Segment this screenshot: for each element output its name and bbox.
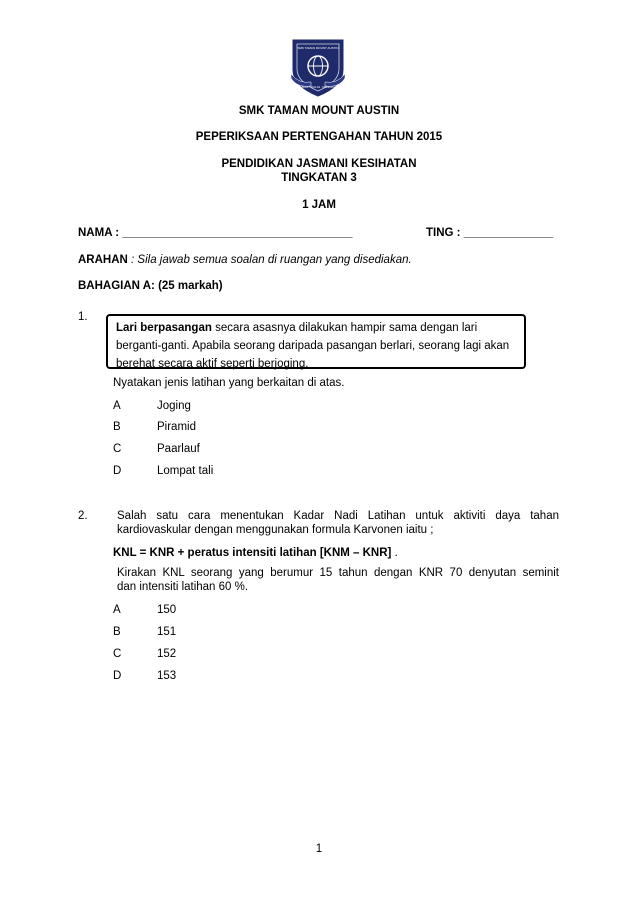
svg-text:SMK TAMAN MOUNT AUSTIN: SMK TAMAN MOUNT AUSTIN	[297, 46, 339, 50]
q1-option-d-letter[interactable]: D	[113, 465, 122, 477]
school-crest-logo	[289, 36, 347, 98]
question-1-number: 1.	[78, 311, 88, 323]
q2-option-b-letter[interactable]: B	[113, 626, 121, 638]
formula-text: KNL = KNR + peratus intensiti latihan [KNM – KNR]	[113, 547, 392, 559]
instructions-text: : Sila jawab semua soalan di ruangan yang disediakan.	[127, 254, 412, 266]
question-1-passage-box	[106, 314, 526, 369]
question-2-line-1: Salah satu cara menentukan Kadar Nadi Latihan untuk aktiviti daya tahan	[117, 510, 559, 522]
instructions-label: ARAHAN	[78, 254, 128, 266]
name-field-label[interactable]: NAMA : ____________________________________	[78, 227, 353, 239]
formula-end: .	[391, 547, 398, 559]
q1-option-b-letter[interactable]: B	[113, 421, 121, 433]
question-1-stem: Nyatakan jenis latihan yang berkaitan di atas.	[113, 377, 345, 389]
passage-bold-term: Lari berpasangan	[116, 322, 212, 334]
page-number: 1	[315, 843, 323, 855]
q2-option-a-text[interactable]: 150	[157, 604, 177, 616]
instructions	[78, 254, 412, 266]
question-2-calc-line-2: dan intensiti latihan 60 %.	[117, 581, 249, 593]
subject-title: PENDIDIKAN JASMANI KESIHATAN	[221, 158, 417, 170]
exam-title: PEPERIKSAAN PERTENGAHAN TAHUN 2015	[195, 131, 443, 143]
karvonen-formula	[113, 547, 398, 559]
q1-option-a-text[interactable]: Joging	[157, 400, 191, 412]
q1-option-b-text[interactable]: Piramid	[157, 421, 196, 433]
q1-option-c-letter[interactable]: C	[113, 443, 122, 455]
class-field-label[interactable]: TING : ______________	[426, 227, 554, 239]
q2-option-b-text[interactable]: 151	[157, 626, 177, 638]
passage-line-2: berganti-ganti. Apabila seorang daripada pasangan berlari, seorang lagi akan	[116, 340, 510, 352]
passage-line-1-text: secara asasnya dilakukan hampir sama dengan lari	[211, 322, 478, 334]
q1-option-d-text[interactable]: Lompat tali	[157, 465, 214, 477]
q1-option-c-text[interactable]: Paarlauf	[157, 443, 200, 455]
q2-option-d-letter[interactable]: D	[113, 670, 122, 682]
section-title: BAHAGIAN A: (25 markah)	[78, 280, 223, 292]
q1-option-a-letter[interactable]: A	[113, 400, 121, 412]
q2-option-d-text[interactable]: 153	[157, 670, 177, 682]
passage-line-3: berehat secara aktif seperti berjoging.	[116, 358, 309, 370]
question-2-number: 2.	[78, 510, 88, 522]
q2-option-a-letter[interactable]: A	[113, 604, 121, 616]
question-2-line-2: kardiovaskular dengan menggunakan formula Karvonen iaitu ;	[117, 524, 434, 536]
passage-line-1	[116, 319, 516, 337]
svg-text:BIJAK . IKHLAS . DEDIKASI: BIJAK . IKHLAS . DEDIKASI	[301, 86, 335, 89]
q2-option-c-text[interactable]: 152	[157, 648, 177, 660]
q2-option-c-letter[interactable]: C	[113, 648, 122, 660]
question-2-calc-line-1: Kirakan KNL seorang yang berumur 15 tahun dengan KNR 70 denyutan seminit	[117, 567, 559, 579]
school-name: SMK TAMAN MOUNT AUSTIN	[238, 105, 400, 117]
form-title: TINGKATAN 3	[281, 172, 357, 184]
duration: 1 JAM	[302, 199, 336, 211]
